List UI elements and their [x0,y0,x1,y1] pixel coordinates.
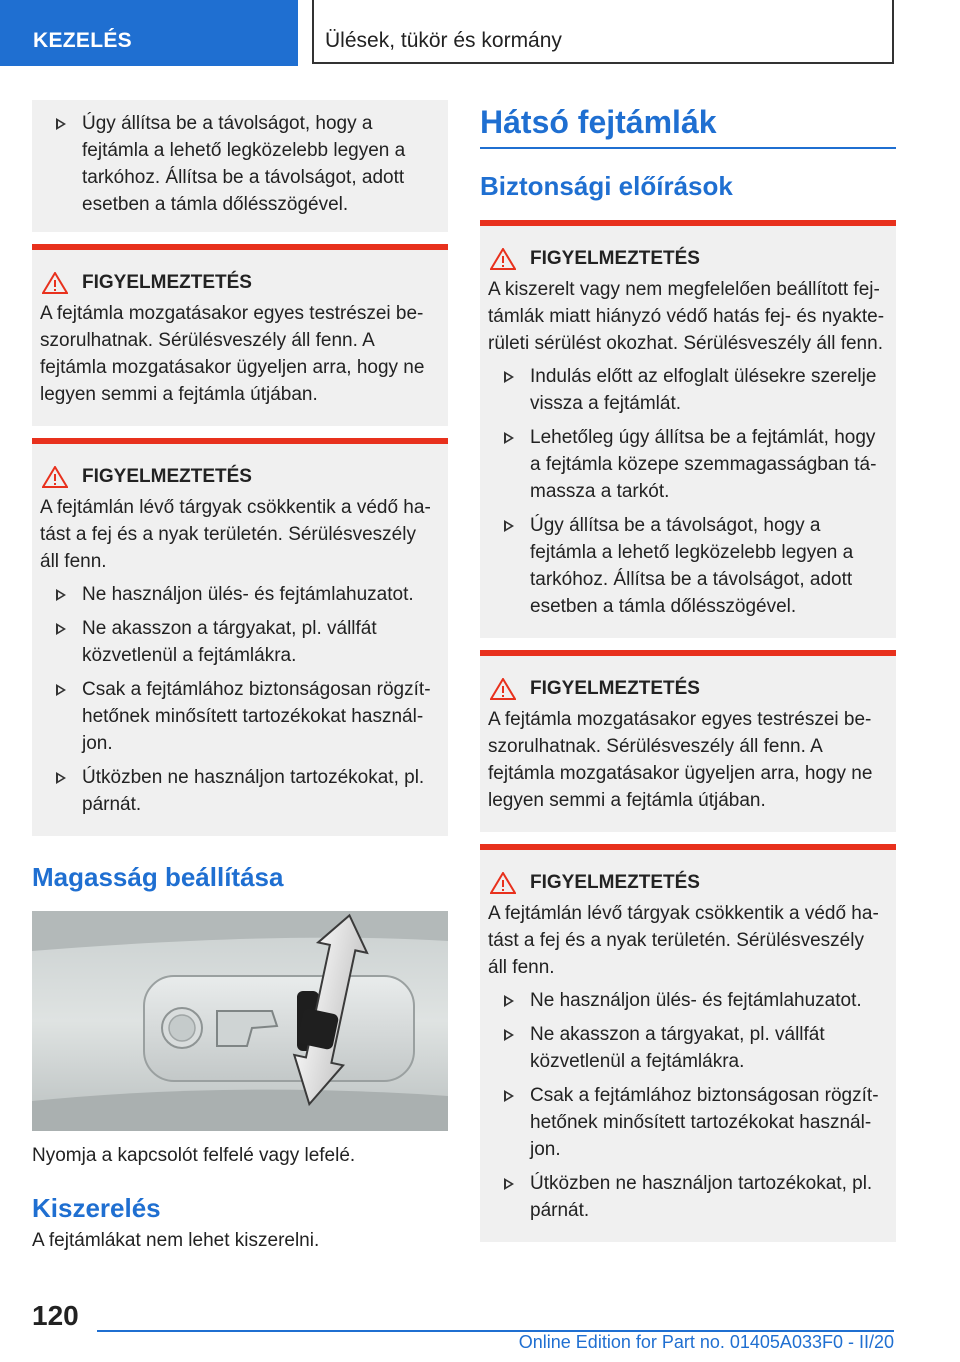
removal-text: A fejtámlákat nem lehet kiszerelni. [32,1230,320,1251]
instruction-box [32,100,448,232]
seat-switch-illustration [32,911,448,1131]
warning-text: A fejtámlán lévő tárgyak csökkentik a védő hatást a fej és a nyak területén. Sérülésveszély áll fenn. [488,903,879,978]
triangle-bullet-icon [504,995,514,1007]
triangle-bullet-icon [504,371,514,383]
image-caption: Nyomja a kapcsolót felfelé vagy lefelé. [32,1145,356,1166]
list-item: Úgy állítsa be a távolságot, hogy a fejtámla a lehető legközelebb legyen a tarkóhoz. Állítsa be a távolságot, adott esetben a támla dőlésszögével. [488,512,888,620]
removal-heading: Kiszerelés [32,1193,161,1223]
list-item: Ne használjon ülés- és fejtámlahuzatot. [488,987,888,1014]
seat-switch-image [32,911,448,1131]
right-column [480,100,896,1242]
list-item: Indulás előtt az elfoglalt ülésekre szerelje vissza a fejtámlát. [488,363,888,417]
edition-text: Online Edition for Part no. 01405A033F0 - II/20 [518,1332,894,1352]
list-item: Útközben ne használjon tartozékokat, pl. párnát. [40,764,440,818]
warning-title: FIGYELMEZTETÉS [530,248,700,269]
warning-icon [490,248,516,270]
warning-text: A kiszerelt vagy nem megfelelően beállított fejtámlák miatt hiányzó védő hatás fej- és nyakterületi sérülést okozhat. Sérülésveszély áll fenn. [488,279,885,354]
chapter-title: Ülések, tükör és kormány [325,29,562,52]
list-item: Ne akasszon a tárgyakat, pl. vállfát közvetlenül a fejtámlákra. [40,615,440,669]
warning-icon [490,678,516,700]
triangle-bullet-icon [56,772,66,784]
warning-title: FIGYELMEZTETÉS [82,466,252,487]
warning-icon [42,272,68,294]
warning-title: FIGYELMEZTETÉS [82,272,252,293]
triangle-bullet-icon [56,118,66,130]
section-heading: Hátsó fejtámlák [480,104,896,149]
warning-text: A fejtámla mozgatásakor egyes testrészei beszorulhatnak. Sérülésveszély áll fenn. A fejtámla mozgatásakor ügyeljen arra, hogy ne legyen semmi a fejtámla útjában. [40,303,425,405]
triangle-bullet-icon [504,1090,514,1102]
warning-icon [42,466,68,488]
triangle-bullet-icon [56,589,66,601]
height-heading: Magasság beállítása [32,862,284,892]
list-item: Úgy állítsa be a távolságot, hogy a fejtámla a lehető legközelebb legyen a tarkóhoz. Állítsa be a távolságot, adott esetben a támla dőlésszögével. [40,110,440,218]
left-column [32,100,448,1252]
warning-box [480,844,896,1242]
triangle-bullet-icon [504,1029,514,1041]
triangle-bullet-icon [504,432,514,444]
list-item: Csak a fejtámlához biztonságosan rögzíthetőnek minősített tartozékokat használjon. [40,676,440,757]
list-item: Csak a fejtámlához biztonságosan rögzíthetőnek minősített tartozékokat használjon. [488,1082,888,1163]
list-item: Ne akasszon a tárgyakat, pl. vállfát közvetlenül a fejtámlákra. [488,1021,888,1075]
triangle-bullet-icon [504,520,514,532]
triangle-bullet-icon [56,684,66,696]
triangle-bullet-icon [504,1178,514,1190]
page-header [0,0,960,66]
warning-box [32,438,448,836]
warning-box [480,220,896,638]
section-tab: KEZELÉS [0,0,298,66]
triangle-bullet-icon [56,623,66,635]
page-number: 120 [32,1300,79,1331]
warning-box [32,244,448,426]
warning-title: FIGYELMEZTETÉS [530,678,700,699]
list-item: Lehetőleg úgy állítsa be a fejtámlát, hogy a fejtámla közepe szemmagasságban támassza a tarkót. [488,424,888,505]
list-item: Útközben ne használjon tartozékokat, pl. párnát. [488,1170,888,1224]
safety-heading: Biztonsági előírások [480,171,733,201]
list-item: Ne használjon ülés- és fejtámlahuzatot. [40,581,440,608]
warning-text: A fejtámla mozgatásakor egyes testrészei beszorulhatnak. Sérülésveszély áll fenn. A fejtámla mozgatásakor ügyeljen arra, hogy ne legyen semmi a fejtámla útjában. [488,709,873,811]
warning-text: A fejtámlán lévő tárgyak csökkentik a védő hatást a fej és a nyak területén. Sérülésveszély áll fenn. [40,497,431,572]
warning-title: FIGYELMEZTETÉS [530,872,700,893]
warning-icon [490,872,516,894]
warning-box [480,650,896,832]
